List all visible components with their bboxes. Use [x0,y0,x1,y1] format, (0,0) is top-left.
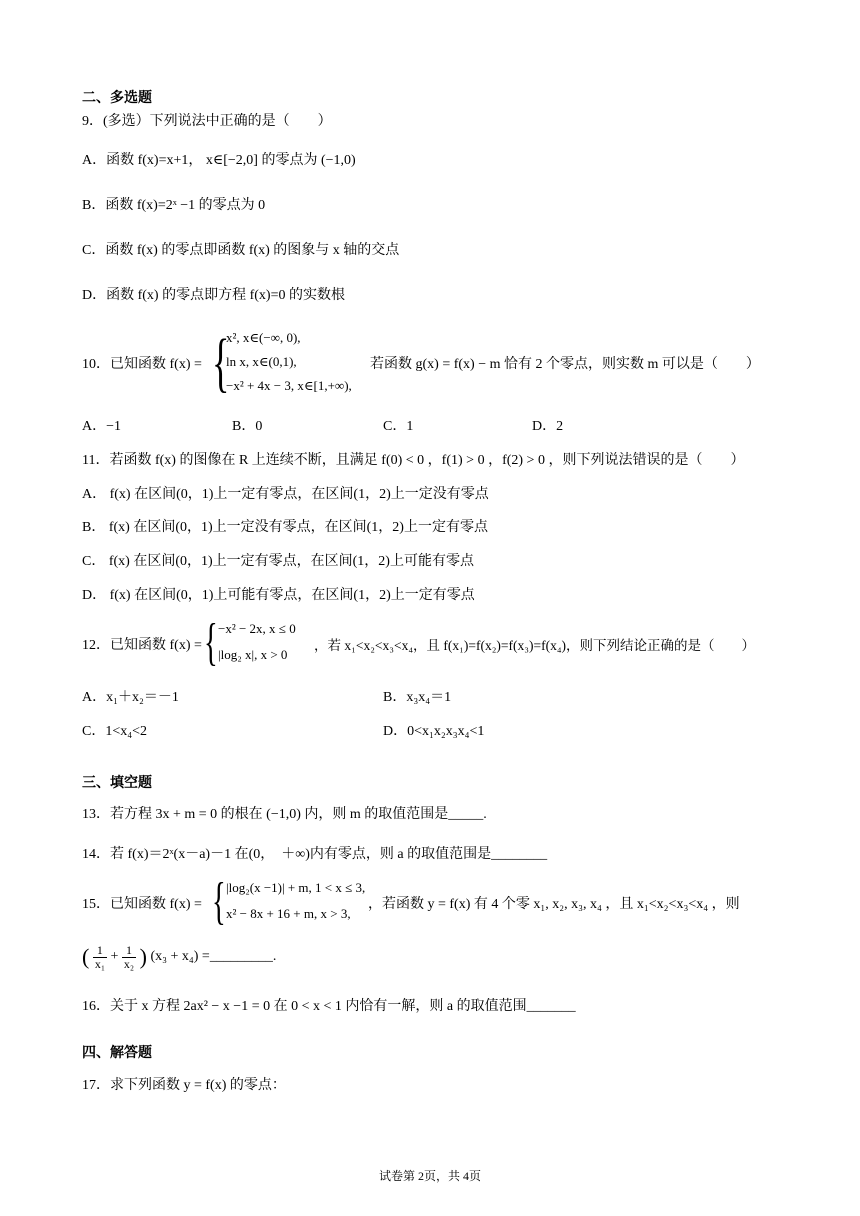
question-10-lead: 10．已知函数 f(x) = [82,357,202,372]
fraction-1-over-x1 [93,944,107,971]
piecewise-case-2: ln x, x∈(0,1), [226,354,297,369]
question-12-tail: ，若 x₁<x₂<x₃<x₄，且 f(x₁)=f(x₂)=f(x₃)=f(x₄)，则下列结论正确的是（ ） [314,638,756,653]
section-heading-multiple-choice: 二、多选题 [82,89,152,105]
question-15-expression [82,942,276,972]
piecewise-case-2: x² − 8x + 16 + m, x > 3, [226,906,351,921]
paren-close: ) [139,944,147,969]
piecewise-case-3: −x² + 4x − 3, x∈[1,+∞), [226,378,352,393]
question-12-option-b: B．x₃x₄＝1 [383,690,452,705]
question-12-option-d: D．0<x₁x₂x₃x₄<1 [383,724,485,739]
piecewise-case-1: |log₂(x −1)| + m, 1 < x ≤ 3, [226,880,366,895]
question-15-result: (x₃ + x₄) =_________. [150,949,277,964]
question-11-option-a: A． f(x) 在区间(0，1)上一定有零点，在区间(1，2)上一定没有零点 [82,487,489,502]
piecewise-case-1: x², x∈(−∞, 0), [226,330,301,345]
fraction-1-over-x2 [122,944,136,971]
page-footer: 试卷第 2页，共 4页 [378,1169,481,1183]
question-11-option-b: B． f(x) 在区间(0，1)上一定没有零点，在区间(1，2)上一定有零点 [82,520,488,535]
question-10-option-c: C．1 [383,419,414,434]
question-10-option-d: D．2 [532,419,564,434]
question-14: 14．若 f(x)＝2ˣ(x－a)－1 在(0， ＋∞)内有零点，则 a 的取值范围是________ [82,847,548,862]
fraction-numerator: 1 [122,944,136,958]
piecewise-case-1: −x² − 2x, x ≤ 0 [218,621,296,636]
question-11-option-d: D． f(x) 在区间(0，1)上可能有零点，在区间(1，2)上一定有零点 [82,588,475,603]
question-13: 13．若方程 3x + m = 0 的根在 (−1,0) 内，则 m 的取值范围是_____. [82,807,487,822]
question-15-tail: ，若函数 y = f(x) 有 4 个零 x₁, x₂, x₃, x₄ ，且 x₁<x₂<x₃<x₄ ，则 [368,897,740,912]
question-10-tail: 若函数 g(x) = f(x) − m 恰有 2 个零点，则实数 m 可以是（ ） [370,357,760,372]
question-15-lead: 15．已知函数 f(x) = [82,897,202,912]
section-heading-fill-in: 三、填空题 [82,774,152,790]
piecewise-brace: { [212,873,226,930]
question-12-option-a: A．x₁＋x₂＝－1 [82,690,179,705]
question-9-option-d: D．函数 f(x) 的零点即方程 f(x)=0 的实数根 [82,288,345,303]
section-heading-solve: 四、解答题 [82,1044,152,1060]
fraction-denominator: x₂ [123,956,135,971]
question-11-stem: 11．若函数 f(x) 的图像在 R 上连续不断，且满足 f(0) < 0 ，f(1) > 0 ，f(2) > 0 ，则下列说法错误的是（ ） [82,453,745,468]
piecewise-case-2: |log₂ x|, x > 0 [218,647,288,662]
paren-open: ( [82,944,90,969]
piecewise-brace: { [212,326,230,399]
question-12-lead: 12．已知函数 f(x) = [82,638,202,653]
plus-sign: + [110,949,119,965]
question-12-option-c: C．1<x₄<2 [82,724,148,739]
question-11-option-c: C． f(x) 在区间(0，1)上一定有零点，在区间(1，2)上可能有零点 [82,554,474,569]
question-10-option-b: B．0 [232,419,263,434]
piecewise-brace: { [204,614,218,671]
question-10-option-a: A．−1 [82,419,122,434]
question-9-option-b: B．函数 f(x)=2ˣ −1 的零点为 0 [82,198,266,213]
question-9-option-a: A．函数 f(x)=x+1， x∈[−2,0] 的零点为 (−1,0) [82,153,356,168]
question-9-stem: 9．(多选）下列说法中正确的是（ ） [82,114,332,129]
question-9-option-c: C．函数 f(x) 的零点即函数 f(x) 的图象与 x 轴的交点 [82,243,400,258]
question-16: 16．关于 x 方程 2ax² − x −1 = 0 在 0 < x < 1 内恰有一解，则 a 的取值范围_______ [82,999,576,1014]
question-17: 17．求下列函数 y = f(x) 的零点： [82,1078,286,1093]
fraction-numerator: 1 [93,944,107,958]
fraction-denominator: x₁ [94,956,106,971]
